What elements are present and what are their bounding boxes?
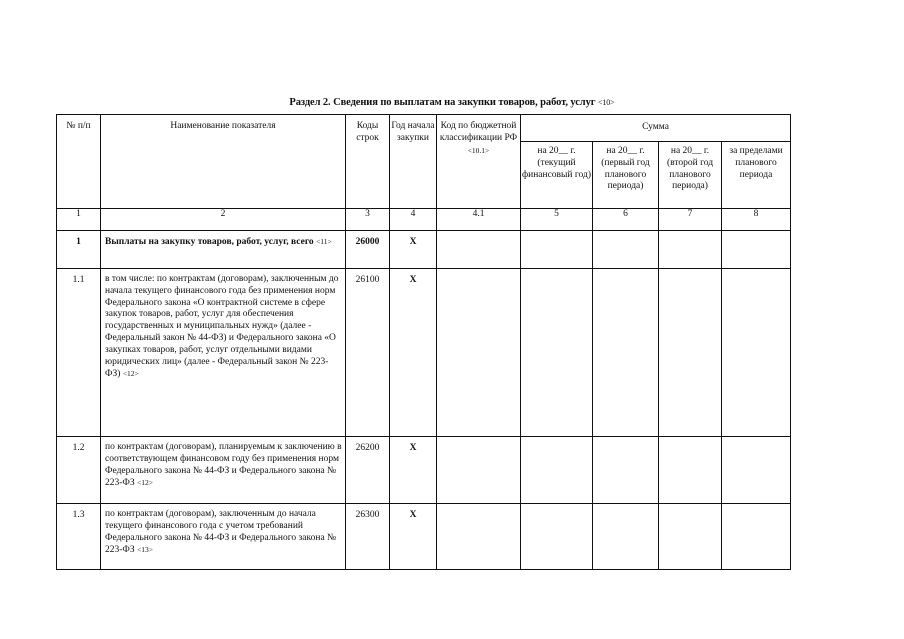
column-numbers-row <box>57 209 791 231</box>
row-code: 26300 <box>346 504 390 570</box>
header-sum-second-plan-year: на 20__ г. (второй год планового периода) <box>659 142 722 209</box>
row-cell-empty <box>659 437 722 504</box>
header-sum: Сумма <box>521 115 791 142</box>
col-number: 7 <box>659 209 722 231</box>
row-cell-empty <box>593 231 659 269</box>
section-title-ref: <10> <box>597 98 615 107</box>
row-name <box>101 231 346 269</box>
row-index: 1 <box>57 231 101 269</box>
header-row-top <box>57 115 791 142</box>
header-npp: № п/п <box>57 115 101 209</box>
header-sum-first-plan-year: на 20__ г. (первый год планового периода) <box>593 142 659 209</box>
col-number: 1 <box>57 209 101 231</box>
row-cell-empty <box>521 504 593 570</box>
row-cell-empty <box>521 269 593 437</box>
row-year: X <box>390 504 437 570</box>
row-code: 26100 <box>346 269 390 437</box>
table-row <box>57 504 791 570</box>
row-cell-empty <box>593 437 659 504</box>
row-name <box>101 269 346 437</box>
row-cell-empty <box>659 269 722 437</box>
header-codes: Коды строк <box>346 115 390 209</box>
col-number: 4.1 <box>437 209 521 231</box>
row-cell-empty <box>722 504 791 570</box>
row-cell-empty <box>437 504 521 570</box>
col-number: 3 <box>346 209 390 231</box>
row-cell-empty <box>437 437 521 504</box>
row-name-ref: <13> <box>137 545 154 555</box>
table-row <box>57 269 791 437</box>
header-bk-code-text: Код по бюджетной классификации РФ <box>439 121 518 143</box>
row-cell-empty <box>659 504 722 570</box>
header-sum-current-year: на 20__ г. (текущий финансовый год) <box>521 142 593 209</box>
section-title <box>0 97 904 108</box>
row-cell-empty <box>593 504 659 570</box>
col-number: 6 <box>593 209 659 231</box>
row-cell-empty <box>521 231 593 269</box>
row-cell-empty <box>437 231 521 269</box>
table-row <box>57 437 791 504</box>
row-name-ref: <12> <box>137 478 154 488</box>
row-name-text: Выплаты на закупку товаров, работ, услуг, всего <box>105 237 314 247</box>
row-cell-empty <box>437 269 521 437</box>
row-name-text: по контрактам (договорам), заключенным до начала текущего финансового года с учетом требований Федерального закона № 44-ФЗ и Федерального закона № 223-ФЗ <box>105 509 337 556</box>
row-name-text: в том числе: по контрактам (договорам), заключенным до начала текущего финансового года без применения норм Федерального закона «О контрактной системе в сфере закупок товаров, работ, услуг для обеспечения государственных и муниципальных нужд» (далее - Федеральный закон № 44-ФЗ) и Федерального закона «О закупках товаров, работ, услуг отдельными видами юридических лиц» (далее - Федеральный закон № 223-ФЗ) <box>105 274 339 380</box>
row-year: X <box>390 269 437 437</box>
col-number: 8 <box>722 209 791 231</box>
header-sum-beyond-plan: за пределами планового периода <box>722 142 791 209</box>
header-bk-code <box>437 115 521 209</box>
row-index: 1.1 <box>57 269 101 437</box>
row-index: 1.3 <box>57 504 101 570</box>
row-name-text: по контрактам (договорам), планируемым к заключению в соответствующем финансовом году без применения норм Федерального закона № 44-ФЗ и Федерального закона № 223-ФЗ <box>105 442 342 489</box>
row-name-ref: <12> <box>122 369 139 379</box>
section-title-text: Раздел 2. Сведения по выплатам на закупки товаров, работ, услуг <box>289 97 596 108</box>
header-year-start: Год начала закупки <box>390 115 437 209</box>
row-cell-empty <box>722 231 791 269</box>
row-name <box>101 437 346 504</box>
row-name <box>101 504 346 570</box>
col-number: 2 <box>101 209 346 231</box>
row-cell-empty <box>659 231 722 269</box>
row-cell-empty <box>593 269 659 437</box>
col-number: 5 <box>521 209 593 231</box>
header-name: Наименование показателя <box>101 115 346 209</box>
row-cell-empty <box>722 437 791 504</box>
header-bk-code-ref: <10.1> <box>467 145 490 155</box>
row-cell-empty <box>521 437 593 504</box>
row-cell-empty <box>722 269 791 437</box>
row-code: 26200 <box>346 437 390 504</box>
row-year: X <box>390 437 437 504</box>
col-number: 4 <box>390 209 437 231</box>
row-year: X <box>390 231 437 269</box>
payments-table <box>56 114 791 570</box>
row-code: 26000 <box>346 231 390 269</box>
table-row <box>57 231 791 269</box>
row-name-ref: <11> <box>316 237 332 246</box>
row-index: 1.2 <box>57 437 101 504</box>
